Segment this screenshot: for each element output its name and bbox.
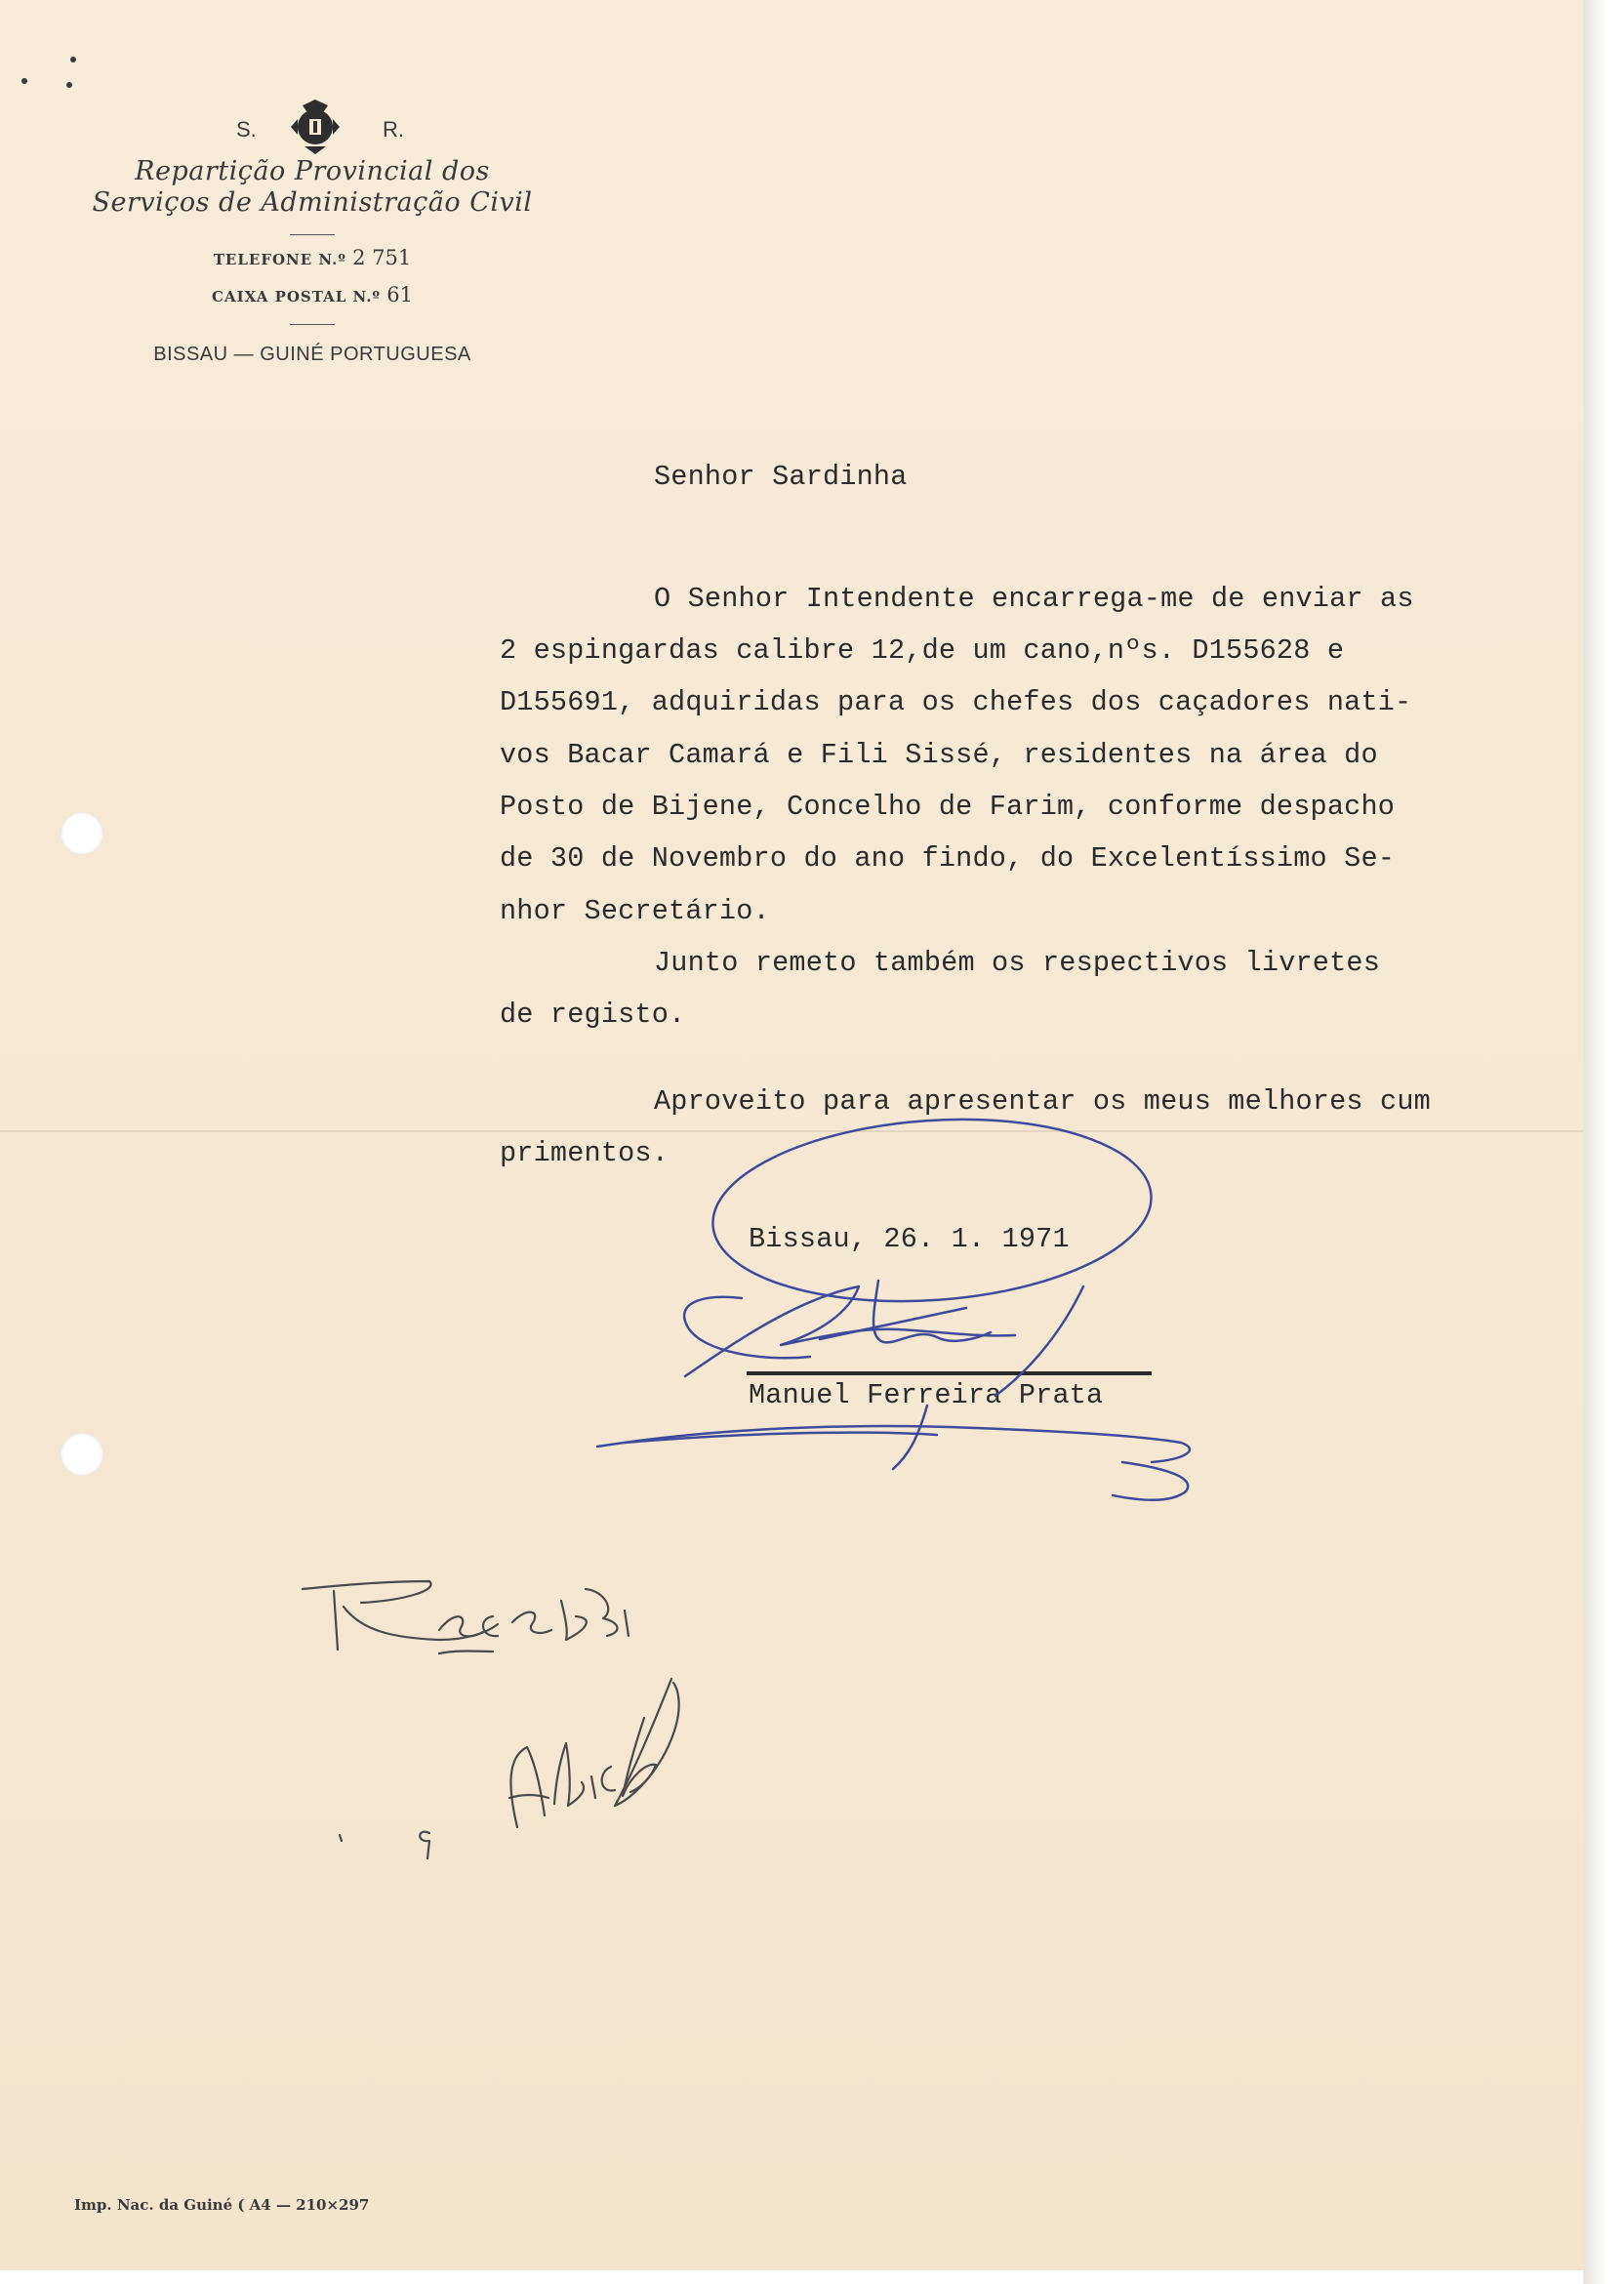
letterhead-location: BISSAU — GUINÉ PORTUGUESA — [153, 344, 471, 365]
body-line: O Senhor Intendente encarrega-me de enviar as — [654, 583, 1414, 615]
salutation: Senhor Sardinha — [654, 461, 908, 493]
po-box-number: CAIXA POSTAL N.º 61 — [212, 283, 413, 306]
body-line: de 30 de Novembro do ano findo, do Excelentíssimo Se- — [500, 842, 1396, 875]
body-line: 2 espingardas calibre 12,de um cano,nºs. D155628 e — [500, 634, 1345, 667]
body-line: Junto remeto também os respectivos livretes — [654, 947, 1381, 979]
signatory-name: Manuel Ferreira Prata — [749, 1379, 1104, 1411]
place-and-date: Bissau, 26. 1. 1971 — [749, 1223, 1070, 1255]
body-line: nhor Secretário. — [500, 895, 770, 927]
letterhead-r: R. — [383, 117, 404, 142]
body-line: de registo. — [500, 999, 686, 1031]
body-line: Posto de Bijene, Concelho de Farim, conforme despacho — [500, 791, 1396, 823]
handwritten-received-note — [293, 1571, 761, 1855]
department-name-line1: Repartição Provincial dos — [135, 156, 490, 186]
letterhead-s: S. — [236, 117, 257, 142]
closing-line: Aproveito para apresentar os meus melhores cum — [654, 1085, 1431, 1118]
printer-imprint: Imp. Nac. da Guiné ( A4 — 210×297 — [74, 2196, 370, 2214]
scan-margin — [1583, 0, 1624, 2284]
closing-line: primentos. — [500, 1137, 670, 1169]
body-line: D155691, adquiridas para os chefes dos caçadores nati- — [500, 686, 1412, 718]
body-line: vos Bacar Camará e Fili Sissé, residentes na área do — [500, 739, 1378, 771]
telephone-number: TELEFONE N.º 2 751 — [213, 246, 412, 269]
department-name-line2: Serviços de Administração Civil — [92, 187, 533, 218]
